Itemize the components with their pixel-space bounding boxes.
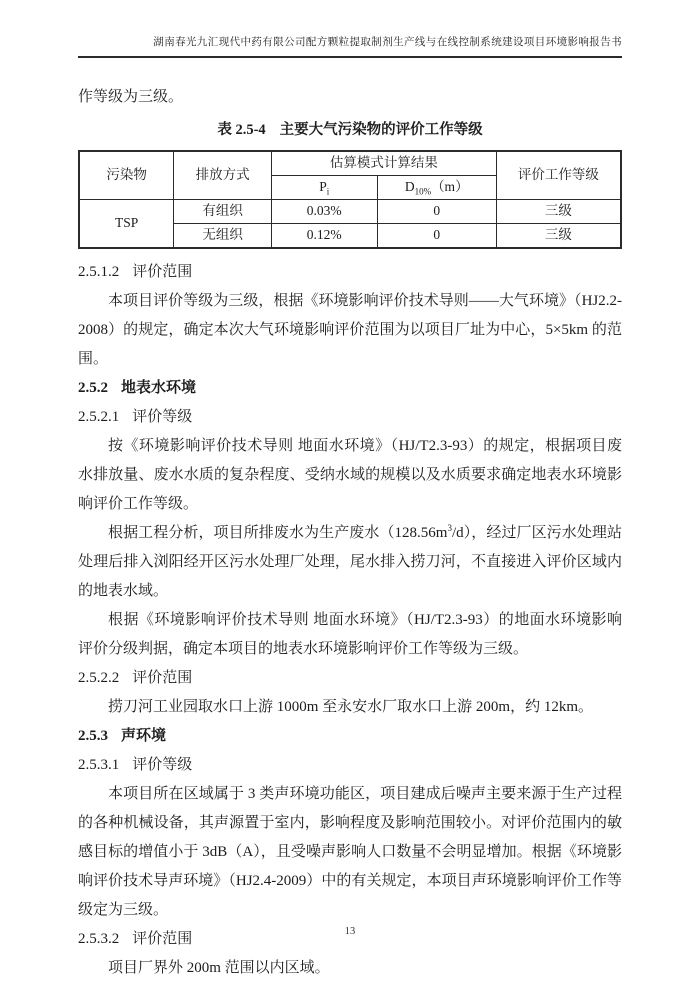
paragraph: 捞刀河工业园取水口上游 1000m 至永安水厂取水口上游 200m，约 12km。 xyxy=(108,699,594,715)
page-footer xyxy=(0,926,700,937)
section-title: 评价等级 xyxy=(132,757,193,773)
cell-pi: 0.12% xyxy=(271,224,377,249)
section-heading-2-5-2 xyxy=(78,374,622,403)
paragraph: 根据《环境影响评价技术导则 地面水环境》（HJ/T2.3-93）的地面水环境影响评价分级判据，确定本项目的地表水环境影响评价工作等级为三级。 xyxy=(78,612,622,657)
cell-d10: 0 xyxy=(377,224,496,249)
cell-pollutant: TSP xyxy=(79,200,174,249)
section-number: 2.5.2 xyxy=(78,380,108,396)
cell-mode: 有组织 xyxy=(174,200,272,224)
section-heading-2-5-1-2 xyxy=(78,258,622,287)
d10-base: D xyxy=(404,179,415,195)
section-title: 评价范围 xyxy=(132,264,193,280)
table-caption xyxy=(78,116,622,145)
paragraph-with-superscript xyxy=(78,519,622,606)
paragraph-text: 根据工程分析，项目所排废水为生产废水（128.56m xyxy=(108,525,448,541)
pi-base: P xyxy=(319,179,327,195)
intro-paragraph: 作等级为三级。 xyxy=(78,89,184,105)
cell-grade: 三级 xyxy=(496,200,621,224)
header-pi xyxy=(271,176,377,200)
table-caption-label: 表 2.5-4 xyxy=(217,122,266,138)
header-estimation-group: 估算模式计算结果 xyxy=(271,151,496,176)
paragraph: 按《环境影响评价技术导则 地面水环境》（HJ/T2.3-93）的规定，根据项目废水排放量、废水水质的复杂程度、受纳水域的规模以及水质要求确定地表水环境影响评价工作等级。 xyxy=(78,438,622,512)
header-emission-mode: 排放方式 xyxy=(174,151,272,200)
paragraph: 本项目所在区域属于 3 类声环境功能区，项目建成后噪声主要来源于生产过程的各种机械设备，其声源置于室内，影响程度及影响范围较小。对评价范围内的敏感目标的增值小于 3dB（A），且受噪声影响人口数量不会明显增加。根据《环境影响评价技术导声环境》（HJ2.4-2009）中的有关规定，本项目声环境影响评价工作等级定为三级。 xyxy=(78,786,622,918)
section-number: 2.5.3 xyxy=(78,728,108,744)
section-title: 评价范围 xyxy=(132,931,193,947)
cell-pi: 0.03% xyxy=(271,200,377,224)
cell-grade: 三级 xyxy=(496,224,621,249)
pollutant-grade-table xyxy=(78,150,622,249)
section-heading-2-5-2-1 xyxy=(78,403,622,432)
section-title: 地表水环境 xyxy=(121,380,197,396)
table-header-row-1 xyxy=(79,151,621,176)
d10-unit: （m） xyxy=(431,179,469,195)
section-number: 2.5.3.2 xyxy=(78,931,120,947)
section-title: 声环境 xyxy=(121,728,167,744)
header-pollutant: 污染物 xyxy=(79,151,174,200)
cell-d10: 0 xyxy=(377,200,496,224)
section-title: 评价范围 xyxy=(132,670,193,686)
header-d10 xyxy=(377,176,496,200)
section-number: 2.5.2.2 xyxy=(78,670,120,686)
page-header xyxy=(78,36,622,58)
section-heading-2-5-2-2 xyxy=(78,664,622,693)
section-heading-2-5-3-1 xyxy=(78,751,622,780)
cell-mode: 无组织 xyxy=(174,224,272,249)
section-number: 2.5.3.1 xyxy=(78,757,120,773)
header-grade: 评价工作等级 xyxy=(496,151,621,200)
paragraph-text: /d），经过厂区污水处理站处理后排入浏阳经开区污水处理厂处理，尾水排入捞刀河，不直接进入评价区域内的地表水域。 xyxy=(78,525,623,599)
table-caption-title: 主要大气污染物的评价工作等级 xyxy=(279,122,483,138)
paragraph: 项目厂界外 200m 范围以内区域。 xyxy=(108,960,330,976)
table-row xyxy=(79,200,621,224)
superscript-cubed: 3 xyxy=(447,523,452,533)
d10-subscript: 10% xyxy=(414,186,432,197)
pi-subscript: i xyxy=(326,186,330,197)
section-number: 2.5.1.2 xyxy=(78,264,120,280)
header-title: 湖南春光九汇现代中药有限公司配方颗粒提取制剂生产线与在线控制系统建设项目环境影响报告书 xyxy=(153,37,622,48)
paragraph: 本项目评价等级为三级，根据《环境影响评价技术导则——大气环境》（HJ2.2-2008）的规定，确定本次大气环境影响评价范围为以项目厂址为中心，5×5km 的范围。 xyxy=(78,293,622,367)
page-number: 13 xyxy=(344,926,356,937)
section-number: 2.5.2.1 xyxy=(78,409,120,425)
section-title: 评价等级 xyxy=(132,409,193,425)
section-heading-2-5-3 xyxy=(78,722,622,751)
